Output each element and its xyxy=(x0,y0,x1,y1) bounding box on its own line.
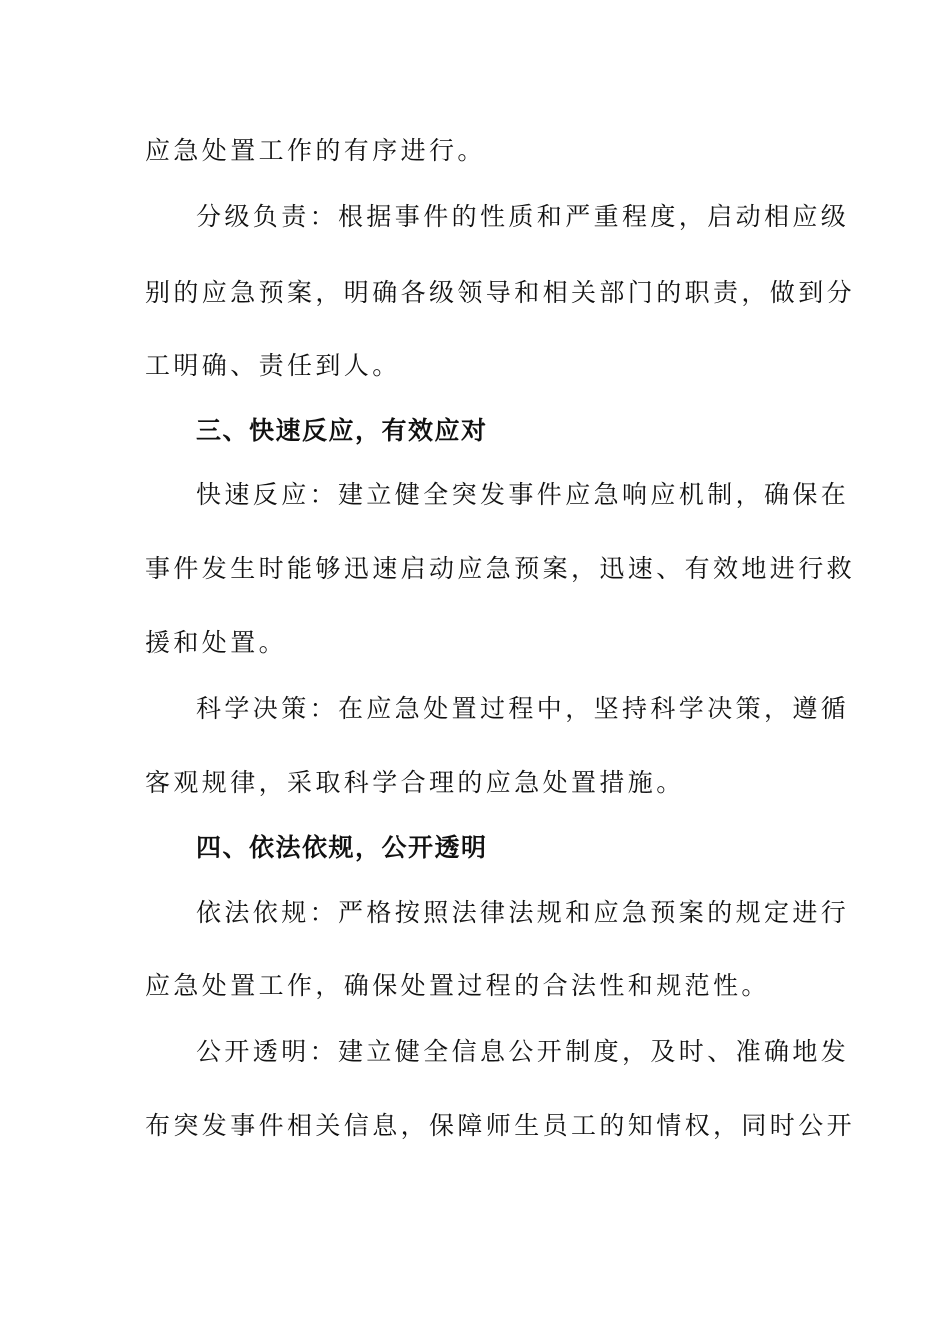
paragraph-line: 工明确、责任到人。 xyxy=(145,351,401,380)
paragraph-line: 分级负责：根据事件的性质和严重程度，启动相应级 xyxy=(196,202,850,231)
paragraph-line: 应急处置工作，确保处置过程的合法性和规范性。 xyxy=(145,971,770,1000)
paragraph-line: 布突发事件相关信息，保障师生员工的知情权，同时公开 xyxy=(145,1111,856,1140)
paragraph-line: 别的应急预案，明确各级领导和相关部门的职责，做到分 xyxy=(145,278,856,307)
paragraph-line: 依法依规：严格按照法律法规和应急预案的规定进行 xyxy=(196,898,850,927)
section-heading: 三、快速反应，有效应对 xyxy=(196,416,488,445)
paragraph-line: 快速反应：建立健全突发事件应急响应机制，确保在 xyxy=(196,480,850,509)
paragraph-line: 公开透明：建立健全信息公开制度，及时、准确地发 xyxy=(196,1037,850,1066)
paragraph-line: 事件发生时能够迅速启动应急预案，迅速、有效地进行救 xyxy=(145,554,856,583)
paragraph-line: 应急处置工作的有序进行。 xyxy=(145,136,486,165)
paragraph-line: 科学决策：在应急处置过程中，坚持科学决策，遵循 xyxy=(196,694,850,723)
paragraph-line: 援和处置。 xyxy=(145,628,288,657)
paragraph-line: 客观规律，采取科学合理的应急处置措施。 xyxy=(145,768,685,797)
section-heading: 四、依法依规，公开透明 xyxy=(196,833,488,862)
